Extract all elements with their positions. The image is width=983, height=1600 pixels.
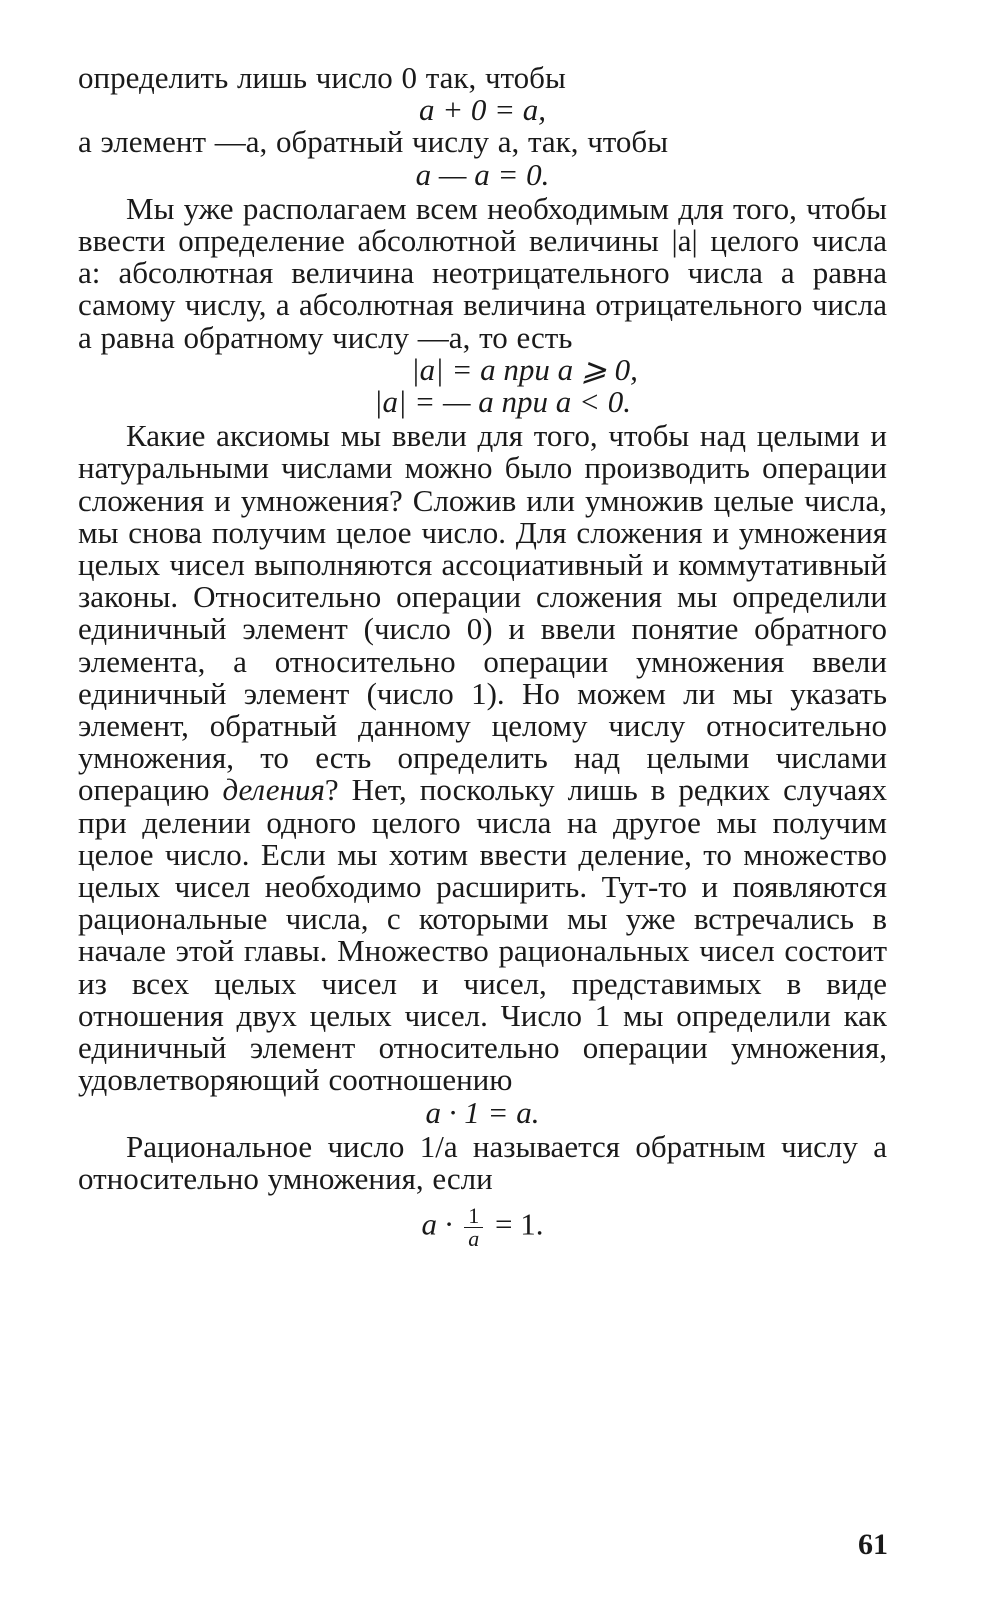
paragraph-absolute-value: Мы уже располагаем всем необходимым для того, чтобы ввести определение абсолютной величины |a| целого числа a: абсолютная величина неотрицательного числа a равна самому числу, а абсолютная величина отрицательного числа a равна обратному числу —a, то есть — [78, 190, 887, 355]
fraction-denominator: a — [468, 1226, 480, 1252]
formula-multiplicative-identity — [78, 1094, 887, 1130]
paragraph-text-end: ? Нет, поскольку лишь в редких случаях при делении одного целого числа на другое мы получим целое число. Если мы хотим ввести деление, то множество целых чисел необходимо расширить. Тут-то и появляются рациональные числа, с которыми мы уже встречались в начале этой главы. Множество рациональных чисел состоит из всех целых чисел и чисел, представимых в виде отношения двух целых чисел. Число 1 мы определили как единичный элемент относительно операции умножения, удовлетворяющий соотношению — [78, 772, 888, 1098]
text-line-opening: определить лишь число 0 так, чтобы — [78, 60, 566, 95]
formula-text: a · 1 = a. — [425, 1094, 540, 1130]
fraction-one-over-a — [464, 1205, 483, 1250]
formula-reciprocal-product — [78, 1205, 887, 1250]
formula-text: a + 0 = a, — [418, 92, 547, 128]
paragraph-reciprocal: Рациональное число 1/a называется обратным числу a относительно умножения, если — [78, 1128, 887, 1196]
formula-right: = 1. — [495, 1206, 544, 1242]
text-line-inverse-element: а элемент —a, обратный числу a, так, чтобы — [78, 124, 669, 160]
formula-case-nonnegative: |a| = a при a ⩾ 0, — [411, 351, 638, 387]
formula-text: a — a = 0. — [415, 156, 550, 192]
formula-case-negative: |a| = — a при a < 0. — [374, 384, 631, 420]
formula-additive-inverse — [78, 156, 887, 192]
emphasis-division: деления — [222, 772, 325, 808]
formula-additive-identity — [78, 94, 887, 126]
formula-absolute-value-cases — [78, 351, 887, 420]
fraction-numerator: 1 — [464, 1205, 483, 1228]
page-number: 61 — [858, 1528, 888, 1561]
formula-left: a · — [421, 1206, 453, 1242]
paragraph-axioms-division — [78, 420, 887, 1096]
paragraph-text-start: Какие аксиомы мы ввели для того, чтобы над целыми и натуральными числами можно было производить операции сложения и умножения? Сложив или умножив целые числа, мы снова получим целое число. Для сложения и умножения целых чисел выполняются ассоциативный и коммутативный законы. Относительно операции сложения мы определили единичный элемент (число 0) и ввели понятие обратного элемента, а относительно операции умножения ввели единичный элемент (число 1). Но можем ли мы указать элемент, обратный данному целому числу относительно умножения, то есть определить над целыми числами операцию — [78, 418, 887, 808]
